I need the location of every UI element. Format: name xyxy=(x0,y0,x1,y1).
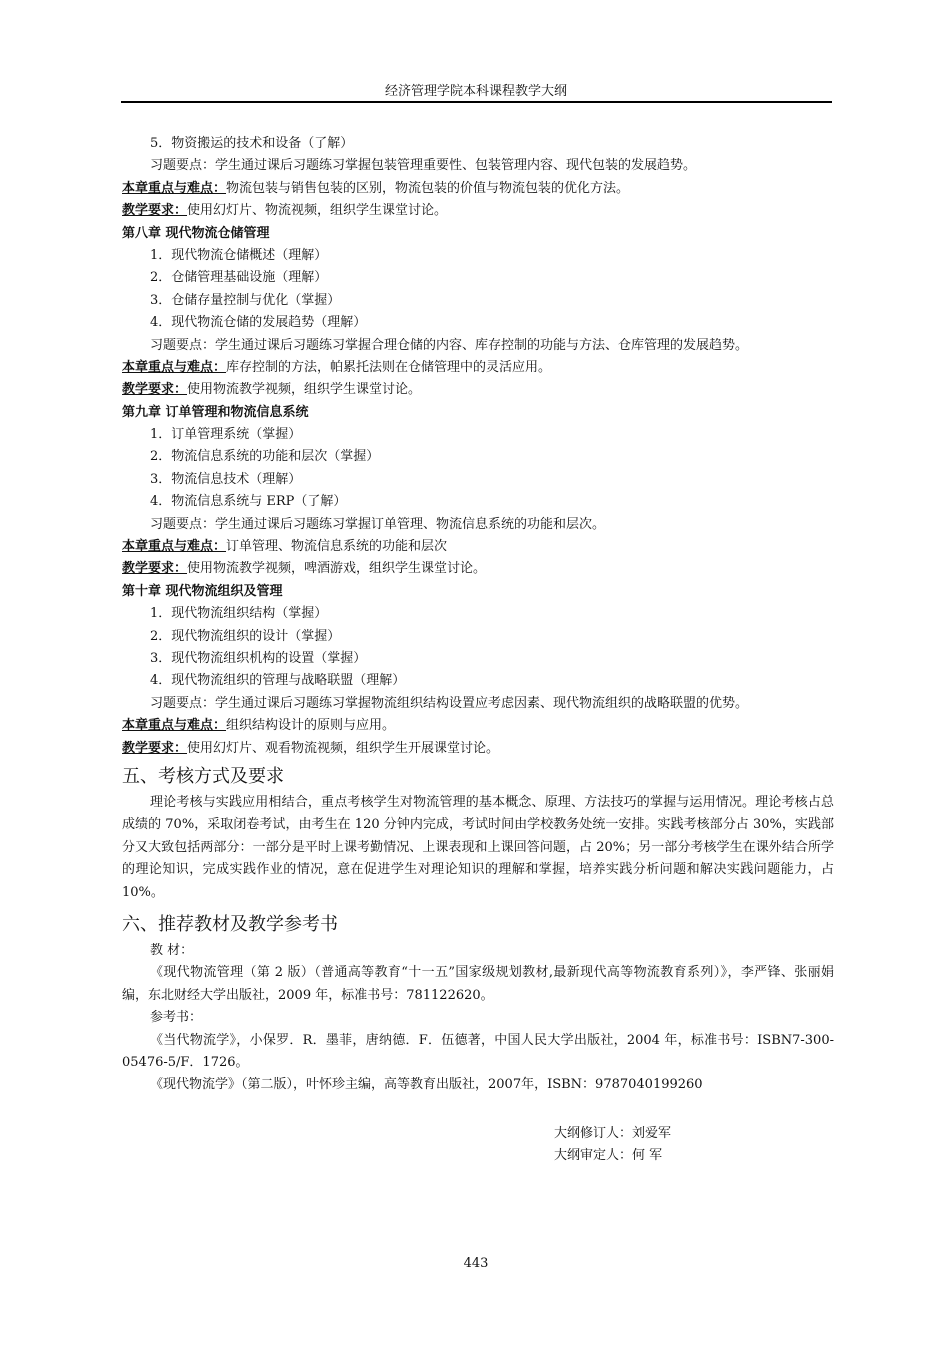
assessment-paragraph: 理论考核与实践应用相结合，重点考核学生对物流管理的基本概念、原理、方法技巧的掌握与运用情况。理论考核占总成绩的 70%，采取闭卷考试，由考生在 120 分钟内完成，考试时间由学校教务处统一安排。实践考核部分占 30%，实践部分又大致包括两部分：一部分是平时上课考勤情况、上课表现和上课回答问题，占 20%；另一部分考核学生在课外结合所学的理论知识，完成实践作业的情况，意在促进学生对理论知识的理解和掌握，培养实践分析问题和解决实践问题能力，占 10%。 xyxy=(122,794,834,900)
key-points-label: 本章重点与难点： xyxy=(122,180,227,196)
list-item: 3．现代物流组织机构的设置（掌握） xyxy=(150,650,367,666)
exercise-note: 习题要点：学生通过课后习题练习掌握物流组织结构设置应考虑因素、现代物流组织的战略联盟的优势。 xyxy=(150,695,749,711)
textbook-entry: 《现代物流管理（第 2 版）（普通高等教育“十一五”国家级规划教材,最新现代高等物流教育系列）》，李严锋、张丽娟编，东北财经大学出版社，2009 年，标准书号：781122620。 xyxy=(122,965,834,1003)
teaching-req-ch9 xyxy=(122,558,834,580)
key-points-ch8 xyxy=(122,357,834,379)
key-points-ch10 xyxy=(122,715,834,737)
section-6-title: 六、推荐教材及教学参考书 xyxy=(122,913,338,935)
exercise-note: 习题要点：学生通过课后习题练习掌握包装管理重要性、包装管理内容、现代包装的发展趋势。 xyxy=(150,158,697,174)
teaching-req-ch10 xyxy=(122,738,834,760)
list-item: 2．现代物流组织的设计（掌握） xyxy=(150,628,341,644)
chapter-10-title: 第十章 现代物流组织及管理 xyxy=(122,583,283,599)
teaching-req-label: 教学要求： xyxy=(122,382,188,398)
chapter-9-title: 第九章 订单管理和物流信息系统 xyxy=(122,404,309,420)
exercise-note: 习题要点：学生通过课后习题练习掌握订单管理、物流信息系统的功能和层次。 xyxy=(150,516,606,532)
textbook-label: 教 材： xyxy=(150,942,194,958)
reviser-signature: 大纲修订人：刘爱军 xyxy=(554,1125,672,1141)
teaching-req-text: 使用幻灯片、观看物流视频，组织学生开展课堂讨论。 xyxy=(187,740,500,756)
list-item: 4．物流信息系统与 ERP（了解） xyxy=(150,494,347,510)
teaching-req-label: 教学要求： xyxy=(122,561,188,577)
list-item: 5．物资搬运的技术和设备（了解） xyxy=(150,136,354,151)
list-item: 2．仓储管理基础设施（理解） xyxy=(150,270,328,286)
teaching-req-text: 使用物流教学视频，啤酒游戏，组织学生课堂讨论。 xyxy=(187,561,487,577)
reviewer-signature: 大纲审定人：何 军 xyxy=(554,1148,663,1164)
key-points-text: 库存控制的方法，帕累托法则在仓储管理中的灵活应用。 xyxy=(226,359,552,375)
section-5-title: 五、考核方式及要求 xyxy=(122,765,284,787)
chapter-8-title: 第八章 现代物流仓储管理 xyxy=(122,225,270,241)
page-header: 经济管理学院本科课程教学大纲 xyxy=(384,84,567,99)
key-points-text: 组织结构设计的原则与应用。 xyxy=(226,718,396,734)
list-item: 1．现代物流仓储概述（理解） xyxy=(150,247,328,263)
list-item: 4．现代物流仓储的发展趋势（理解） xyxy=(150,315,367,331)
reference-entry: 《当代物流学》，小保罗．R．墨菲，唐纳德．F．伍德著，中国人民大学出版社，2004 年，标准书号：ISBN7-300-05476-5/F．1726。 xyxy=(122,1032,834,1070)
list-item: 1．订单管理系统（掌握） xyxy=(150,427,302,443)
exercise-note: 习题要点：学生通过课后习题练习掌握合理仓储的内容、库存控制的功能与方法、仓库管理的发展趋势。 xyxy=(150,337,749,353)
list-item: 4．现代物流组织的管理与战略联盟（理解） xyxy=(150,673,406,689)
reference-label: 参考书： xyxy=(150,1010,203,1026)
key-points-text: 订单管理、物流信息系统的功能和层次 xyxy=(226,539,448,555)
key-points-ch9 xyxy=(122,536,834,558)
teaching-req-text: 使用幻灯片、物流视频，组织学生课堂讨论。 xyxy=(187,203,448,219)
key-points-label: 本章重点与难点： xyxy=(122,539,227,555)
list-item: 2．物流信息系统的功能和层次（掌握） xyxy=(150,449,380,465)
teaching-req-text: 使用物流教学视频，组织学生课堂讨论。 xyxy=(187,382,422,398)
reference-entry: 《现代物流学》（第二版），叶怀珍主编，高等教育出版社，2007年，ISBN：9787040199260 xyxy=(150,1077,703,1093)
header-rule xyxy=(121,101,832,103)
key-points-label: 本章重点与难点： xyxy=(122,359,227,375)
key-points-label: 本章重点与难点： xyxy=(122,718,227,734)
document-body xyxy=(122,133,834,1168)
list-item: 3．仓储存量控制与优化（掌握） xyxy=(150,292,341,308)
list-item: 1．现代物流组织结构（掌握） xyxy=(150,606,328,622)
list-item: 3．物流信息技术（理解） xyxy=(150,471,302,487)
teaching-req-label: 教学要求： xyxy=(122,203,188,219)
teaching-req-label: 教学要求： xyxy=(122,740,188,756)
key-points-ch7 xyxy=(122,178,834,200)
key-points-text: 物流包装与销售包装的区别，物流包装的价值与物流包装的优化方法。 xyxy=(226,180,630,196)
teaching-req-ch8 xyxy=(122,379,834,401)
teaching-req-ch7 xyxy=(122,200,834,222)
page-number: 443 xyxy=(463,1256,489,1271)
